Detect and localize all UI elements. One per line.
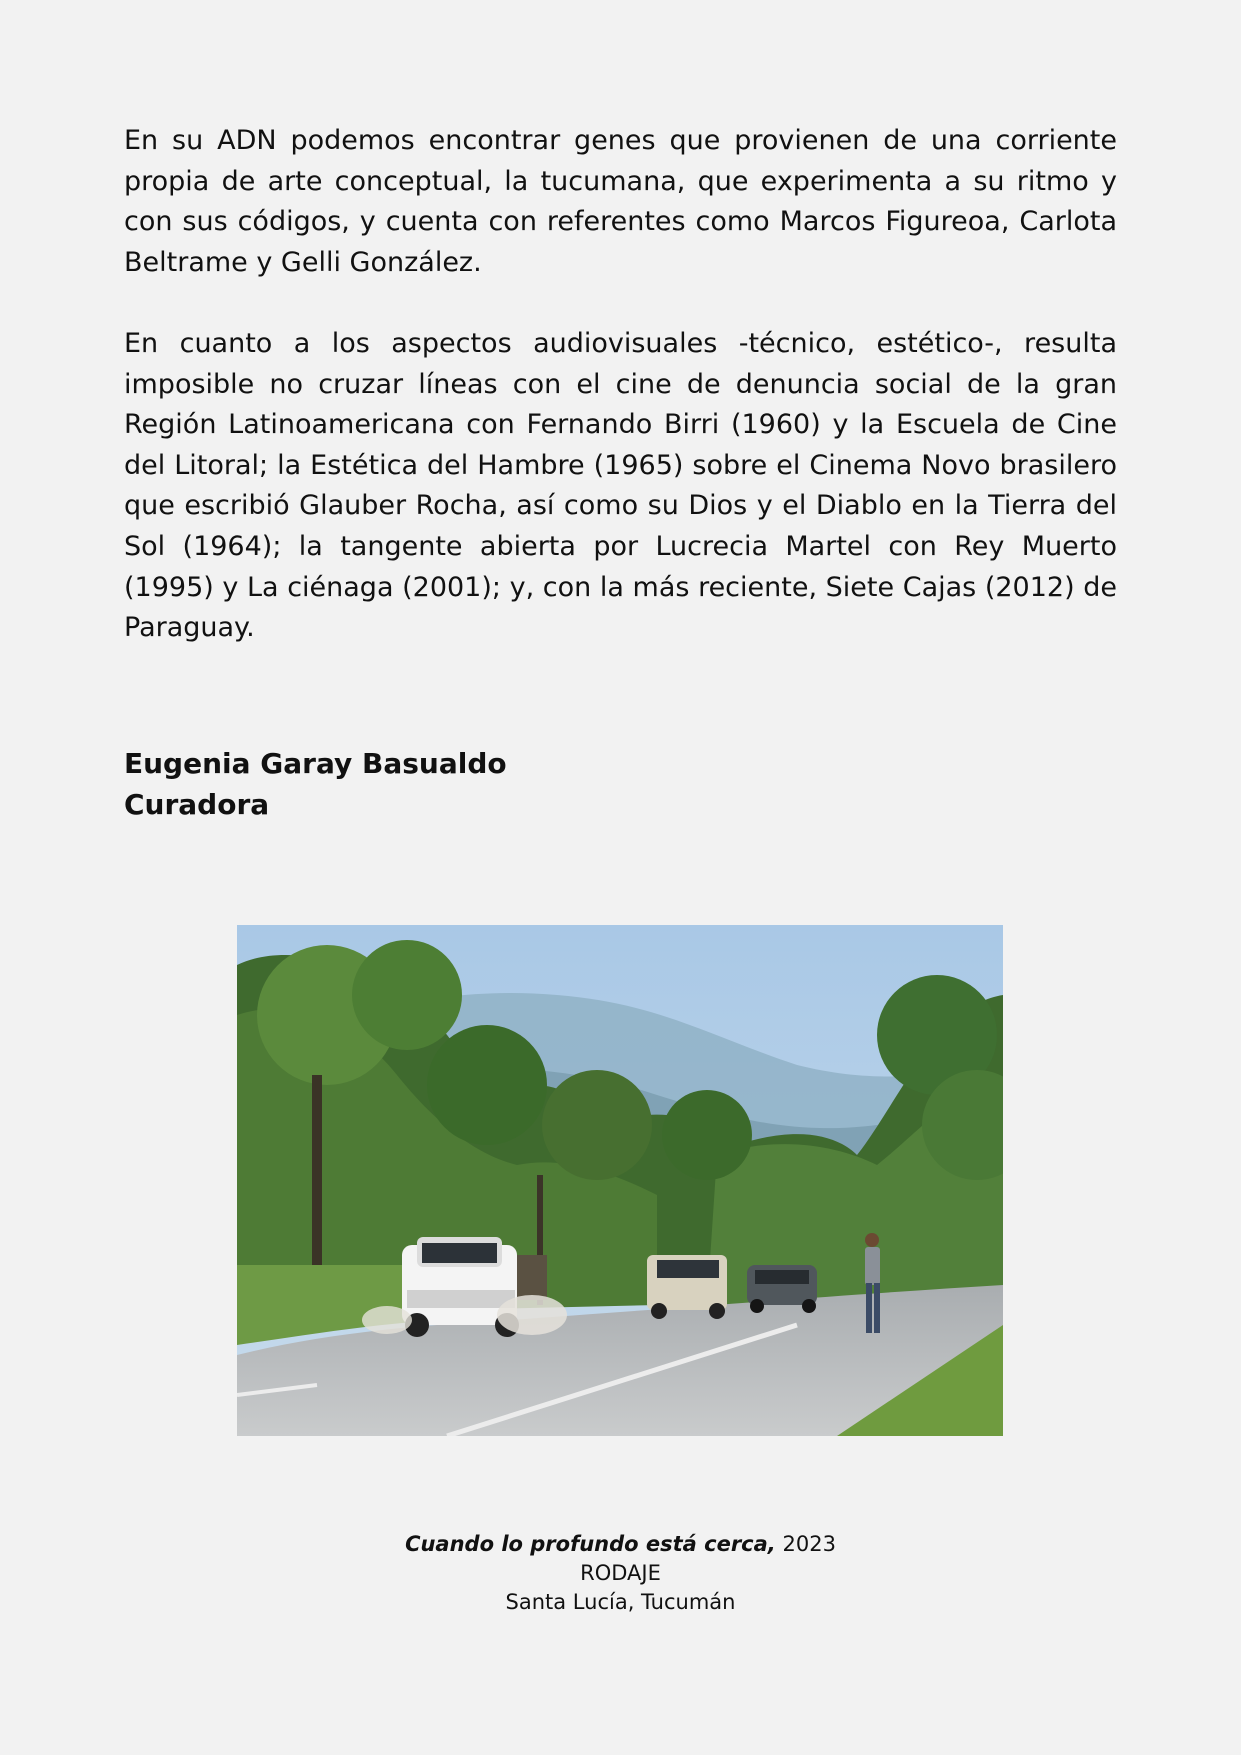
paragraph-1: En su ADN podemos encontrar genes que provienen de una corriente propia de arte conceptual, la tucumana, que experimenta a su ritmo y con sus códigos, y cuenta con referentes como Marcos Figureoa, Carlota Beltrame y Gelli González. bbox=[124, 125, 1117, 278]
caption-location: Santa Lucía, Tucumán bbox=[505, 1590, 736, 1614]
author-role: Curadora bbox=[124, 788, 270, 821]
signature-block bbox=[124, 743, 507, 825]
photo-caption bbox=[0, 1530, 1241, 1617]
film-still-photo bbox=[237, 925, 1003, 1436]
caption-work-title: Cuando lo profundo está cerca, bbox=[405, 1532, 776, 1556]
author-name: Eugenia Garay Basualdo bbox=[124, 747, 507, 780]
caption-year: 2023 bbox=[782, 1532, 836, 1556]
caption-subtitle: RODAJE bbox=[580, 1561, 661, 1585]
caption-title-line bbox=[0, 1530, 1241, 1559]
paragraph-2: En cuanto a los aspectos audiovisuales -técnico, estético-, resulta imposible no cruzar líneas con el cine de denuncia social de la gran Región Latinoamericana con Fernando Birri (1960) y la Escuela de Cine del Litoral; la Estética del Hambre (1965) sobre el Cinema Novo brasilero que escribió Glauber Rocha, así como su Dios y el Diablo en la Tierra del Sol (1964); la tangente abierta por Lucrecia Martel con Rey Muerto (1995) y La ciénaga (2001); y, con la más reciente, Siete Cajas (2012) de Paraguay. bbox=[124, 328, 1117, 644]
